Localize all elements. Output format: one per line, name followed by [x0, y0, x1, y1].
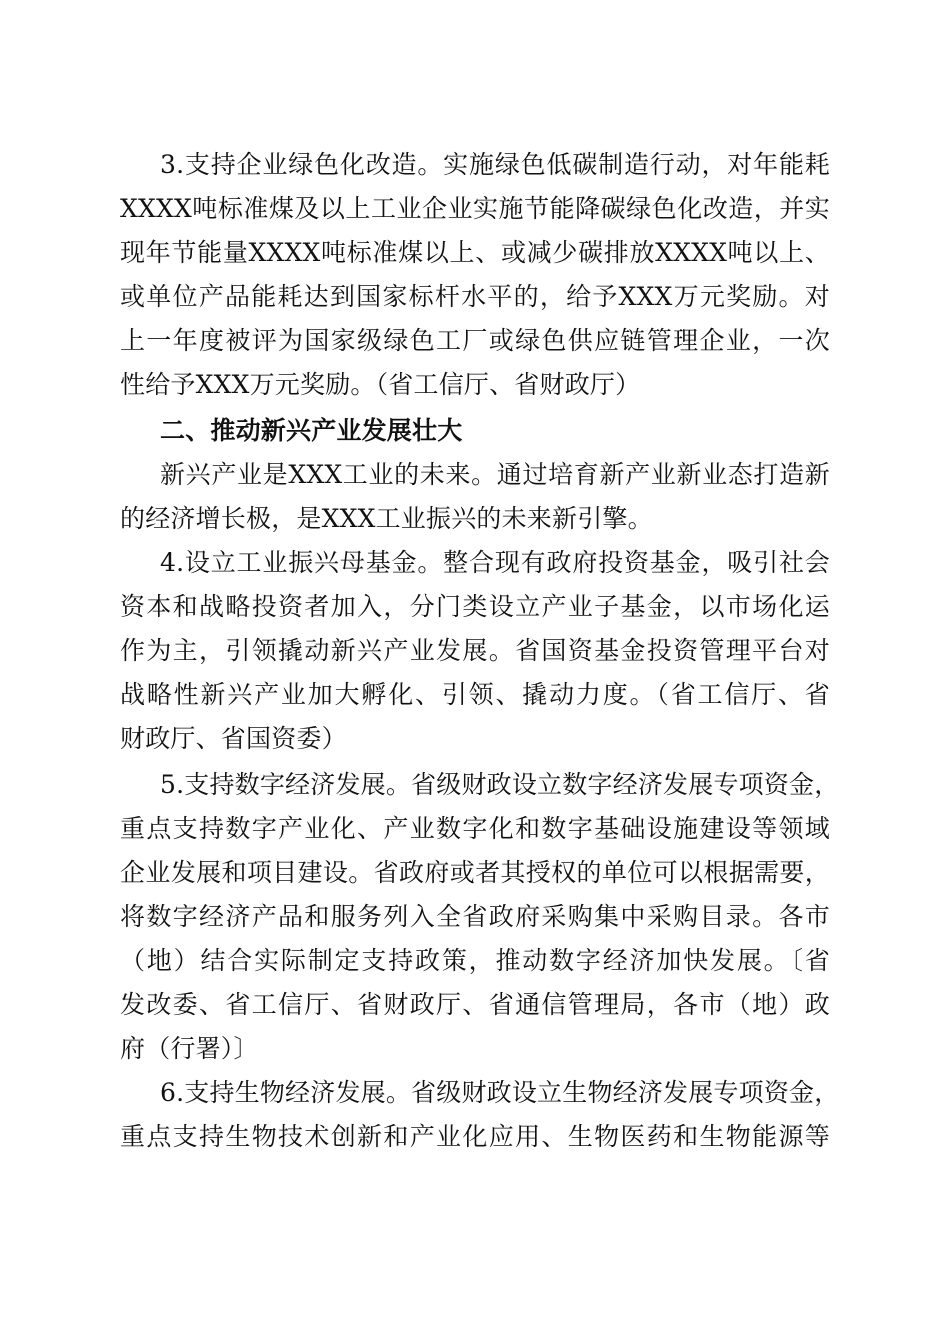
text-line: 战略性新兴产业加大孵化、引领、撬动力度。（省工信厅、省 — [120, 680, 830, 709]
text-line: 府（行署）〕 — [120, 1034, 259, 1063]
text-line: XXXX吨标准煤及以上工业企业实施节能降碳绿色化改造，并实 — [120, 194, 830, 223]
text-line: 上一年度被评为国家级绿色工厂或绿色供应链管理企业，一次 — [120, 326, 830, 355]
text-line: 6.支持生物经济发展。省级财政设立生物经济发展专项资金， — [160, 1078, 840, 1107]
text-line: 现年节能量XXXX吨标准煤以上、或减少碳排放XXXX吨以上、 — [120, 238, 830, 267]
text-line: 发改委、省工信厅、省财政厅、省通信管理局，各市（地）政 — [120, 990, 830, 1019]
text-line: 作为主，引领撬动新兴产业发展。省国资基金投资管理平台对 — [120, 636, 830, 665]
text-line: 企业发展和项目建设。省政府或者其授权的单位可以根据需要， — [120, 858, 830, 887]
text-line: 重点支持数字产业化、产业数字化和数字基础设施建设等领域 — [120, 814, 830, 843]
section-heading: 二、推动新兴产业发展壮大 — [160, 416, 463, 445]
text-line: 5.支持数字经济发展。省级财政设立数字经济发展专项资金， — [160, 770, 840, 799]
text-line: 新兴产业是XXX工业的未来。通过培育新产业新业态打造新 — [160, 460, 830, 489]
text-line: 重点支持生物技术创新和产业化应用、生物医药和生物能源等 — [120, 1122, 830, 1151]
text-line: 3.支持企业绿色化改造。实施绿色低碳制造行动，对年能耗 — [160, 150, 830, 179]
text-line: 资本和战略投资者加入，分门类设立产业子基金，以市场化运 — [120, 592, 830, 621]
text-line: 的经济增长极，是XXX工业振兴的未来新引擎。 — [120, 504, 653, 533]
text-line: 财政厅、省国资委） — [120, 724, 347, 753]
text-line: 将数字经济产品和服务列入全省政府采购集中采购目录。各市 — [120, 902, 830, 931]
text-line: 4.设立工业振兴母基金。整合现有政府投资基金，吸引社会 — [160, 548, 830, 577]
text-line: 性给予XXX万元奖励。（省工信厅、省财政厅） — [120, 370, 641, 399]
text-line: （地）结合实际制定支持政策，推动数字经济加快发展。〔省 — [120, 946, 830, 975]
text-line: 或单位产品能耗达到国家标杆水平的，给予XXX万元奖励。对 — [120, 282, 830, 311]
